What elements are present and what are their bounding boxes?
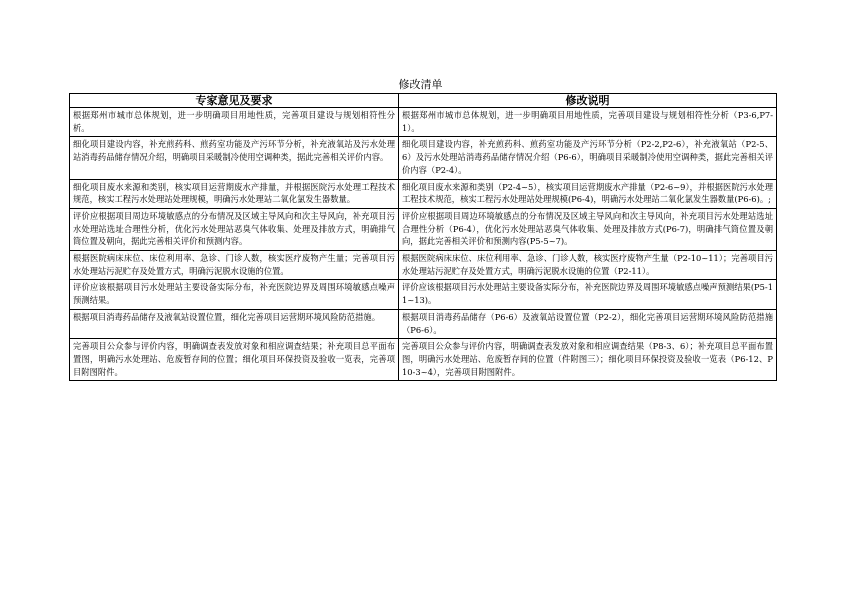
table-row [70,108,777,137]
table-row [70,309,777,338]
page-title: 修改清单 [398,78,443,91]
table-row [70,280,777,309]
opinion-cell: 根据郑州市城市总体规划，进一步明确项目用地性质，完善项目建设与规划相符性分析。 [70,108,399,137]
revision-cell: 评价应根据项目周边环境敏感点的分布情况及区域主导风向和次主导风向，补充项目污水处理站选址合理性分析（P6-4），优化污水处理站恶臭气体收集、处理及排放方式(P6-7)，明确排气筒位置及朝向，据此完善相关评价和预测内容(P5-5~7)。 [399,208,777,250]
revision-cell: 细化项目建设内容，补充煎药科、煎药室功能及产污环节分析（P2-2,P2-6），补充液氧站（P2-5、6）及污水处理站消毒药品储存情况介绍（P6-6），明确项目采暖制冷使用空调种类，据此完善相关评价内容（P2-4）。 [399,137,777,179]
revision-cell: 根据医院病床床位、床位利用率、急诊、门诊人数，核实医疗废物产生量（P2-10~11）；完善项目污水处理站污泥贮存及处置方式，明确污泥脱水设施的位置（P2-11）。 [399,251,777,280]
opinion-cell: 完善项目公众参与评价内容，明确调查表发放对象和相应调查结果；补充项目总平面布置图，明确污水处理站、危废暂存间的位置；细化项目环保投资及验收一览表，完善项目附图附件。 [70,339,399,381]
revision-cell: 完善项目公众参与评价内容，明确调查表发放对象和相应调查结果（P8-3、6）；补充项目总平面布置图，明确污水处理站、危废暂存间的位置（件附图三）；细化项目环保投资及验收一览表（P6-12、P10-3~4），完善项目附图附件。 [399,339,777,381]
opinion-cell: 评价应根据项目周边环境敏感点的分布情况及区域主导风向和次主导风向，补充项目污水处理站选址合理性分析，优化污水处理站恶臭气体收集、处理及排放方式，明确排气筒位置及朝向，据此完善相关评价和预测内容。 [70,208,399,250]
table-row [70,339,777,381]
table-row [70,179,777,208]
revision-cell: 评价应该根据项目污水处理站主要设备实际分布，补充医院边界及周围环境敏感点噪声预测结果(P5-11~13)。 [399,280,777,309]
table-row [70,208,777,250]
opinion-cell: 根据医院病床床位、床位利用率、急诊、门诊人数，核实医疗废物产生量；完善项目污水处理站污泥贮存及处置方式，明确污泥脱水设施的位置。 [70,251,399,280]
opinion-cell: 细化项目建设内容，补充煎药科、煎药室功能及产污环节分析，补充液氧站及污水处理站消毒药品储存情况介绍，明确项目采暖制冷使用空调种类，据此完善相关评价内容。 [70,137,399,179]
revision-cell: 根据郑州市城市总体规划，进一步明确项目用地性质，完善项目建设与规划相符性分析（P3-6,P7-1）。 [399,108,777,137]
revision-cell: 细化项目废水来源和类别（P2-4~5），核实项目运营期废水产排量（P2-6~9），并根据医院污水处理工程技术规范，核实工程污水处理站处理规模(P6-4)，明确污水处理站二氧化氯发生器数量(P6-6)。; [399,179,777,208]
revision-cell: 根据项目消毒药品储存（P6-6）及液氧站设置位置（P2-2），细化完善项目运营期环境风险防范措施（P6-6）。 [399,309,777,338]
header-expert-opinion: 专家意见及要求 [70,94,399,108]
table-row [70,137,777,179]
table-row [70,251,777,280]
opinion-cell: 评价应该根据项目污水处理站主要设备实际分布，补充医院边界及周围环境敏感点噪声预测结果。 [70,280,399,309]
table-header-row [70,94,777,108]
opinion-cell: 根据项目消毒药品储存及液氧站设置位置，细化完善项目运营期环境风险防范措施。 [70,309,399,338]
header-revision-notes: 修改说明 [399,94,777,108]
opinion-cell: 细化项目废水来源和类别，核实项目运营期废水产排量，并根据医院污水处理工程技术规范，核实工程污水处理站处理规模，明确污水处理站二氧化氯发生器数量。 [70,179,399,208]
revision-table [69,93,777,381]
